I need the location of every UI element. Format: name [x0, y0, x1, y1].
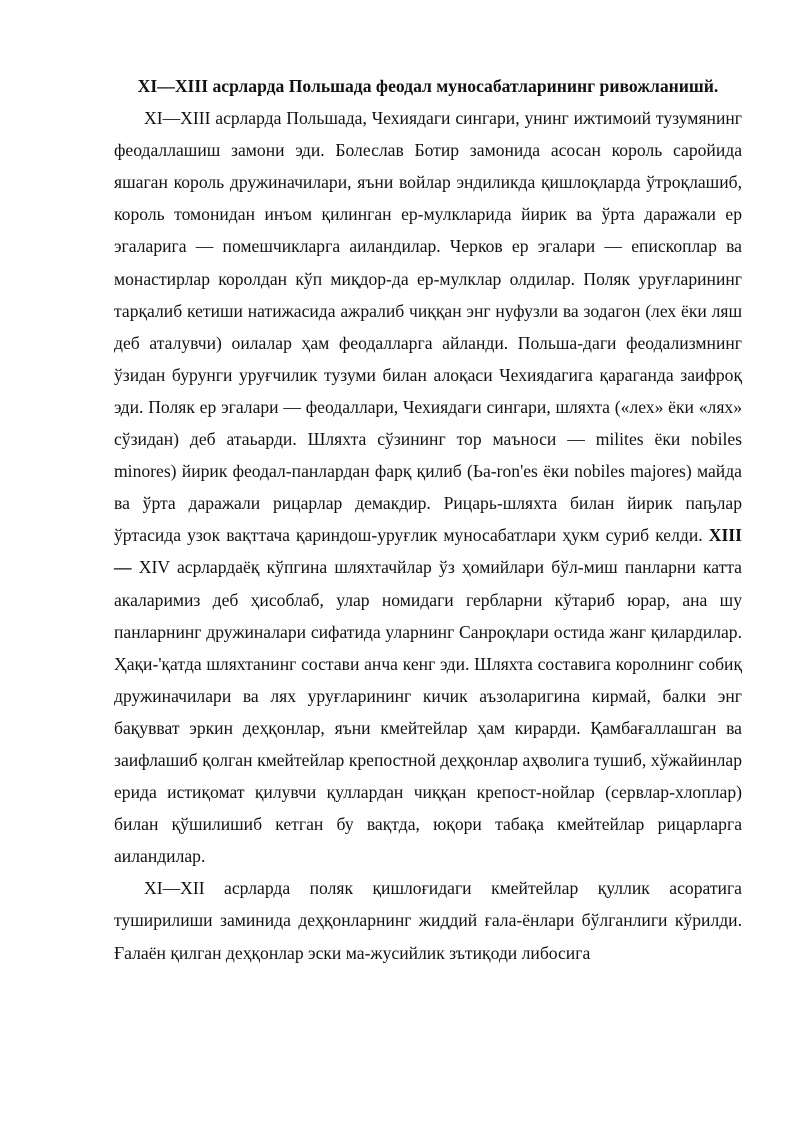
paragraph-1-text-a: XI—XIII асрларда Польшада, Чехиядаги сингари, унинг ижтимоий тузумянинг феодаллашиш замони эди. Болеслав Ботир замонида асосан король саройида яшаган король дружиначилари, яъни войлар эндиликда қишлоқларда ўтроқлашиб, король томонидан инъом қилинган ер-мулкларида йирик ва ўрта даражали ер эгаларига — помешчикларга аиландилар. Черков ер эгалари — епископлар ва монастирлар королдан кўп миқдор-да ер-мулклар олдилар. Поляк уруғларининг тарқалиб кетиши натижасида ажралиб чиққан энг нуфузли ва зодагон (лех ёки ляш деб аталувчи) оилалар ҳам феодалларга айланди. Польша-даги феодализмнинг ўзидан бурунги уруғчилик тузуми билан алоқаси Чехиядагига қараганда заифроқ эди. Поляк ер эгалари — феодаллари, Чехиядаги сингари, шляхта («лех» ёки «лях» сўзидан) деб атаьарди. Шляхта сўзининг тор маъноси — milites ёки nobiles minores) йирик феодал-панлардан фарқ қилиб (Ьa-ron'es ёки nobiles majores) майда ва ўрта даражали рицарлар демакдир. Рицарь-шляхта билан йирик паҧлар ўртасида узок вақттача қариндош-уруғлик муносабатлари ҳукм суриб келди.	[114, 108, 742, 546]
document-title: XI—XIII асрларда Польшада феодал муносабатларининг ривожланишй.	[137, 76, 719, 96]
document-body	[114, 70, 742, 969]
paragraph-1-text-b: XIV асрлардаёқ кўпгина шляхтачйлар ўз ҳомийлари бўл-миш панларни катта акаларимиз деб ҳисоблаб, улар номидаги гербларни кўтариб юрар, ана шу панларнинг дружиналари сифатида уларнинг Санроқлари остида жанг қилардилар. Ҳақи-'қатда шляхтанинг состави анча кенг эди. Шляхта составига королнинг собиқ дружиначилари ва лях уруғларининг кичик аъзоларигина кирмай, балки энг бақувват эркин деҳқонлар, яъни кмейтейлар ҳам кирарди. Қамбағаллашган ва заифлашиб қолган кмейтейлар крепостной деҳқонлар аҳволига тушиб, хўжайинлар ерида истиқомат қилувчи қуллардан чиққан крепост-нойлар (сервлар-хлоплар) билан қўшилишиб кетган бу вақтда, юқори табақа кмейтейлар рицарларга аиландилар.	[114, 557, 742, 867]
paragraph-2: XI—XII асрларда поляк қишлоғидаги кмейтейлар қуллик асоратига туширилиши заминида деҳқонларнинг жиддий ғала-ёнлари бўлганлиги кўрилди. Ғалаён қилган деҳқонлар эски ма-жусийлик зътиқоди либосига	[114, 878, 742, 963]
paragraph-1	[114, 102, 742, 872]
paragraph-1-bold-marker: XIII—	[114, 525, 742, 578]
